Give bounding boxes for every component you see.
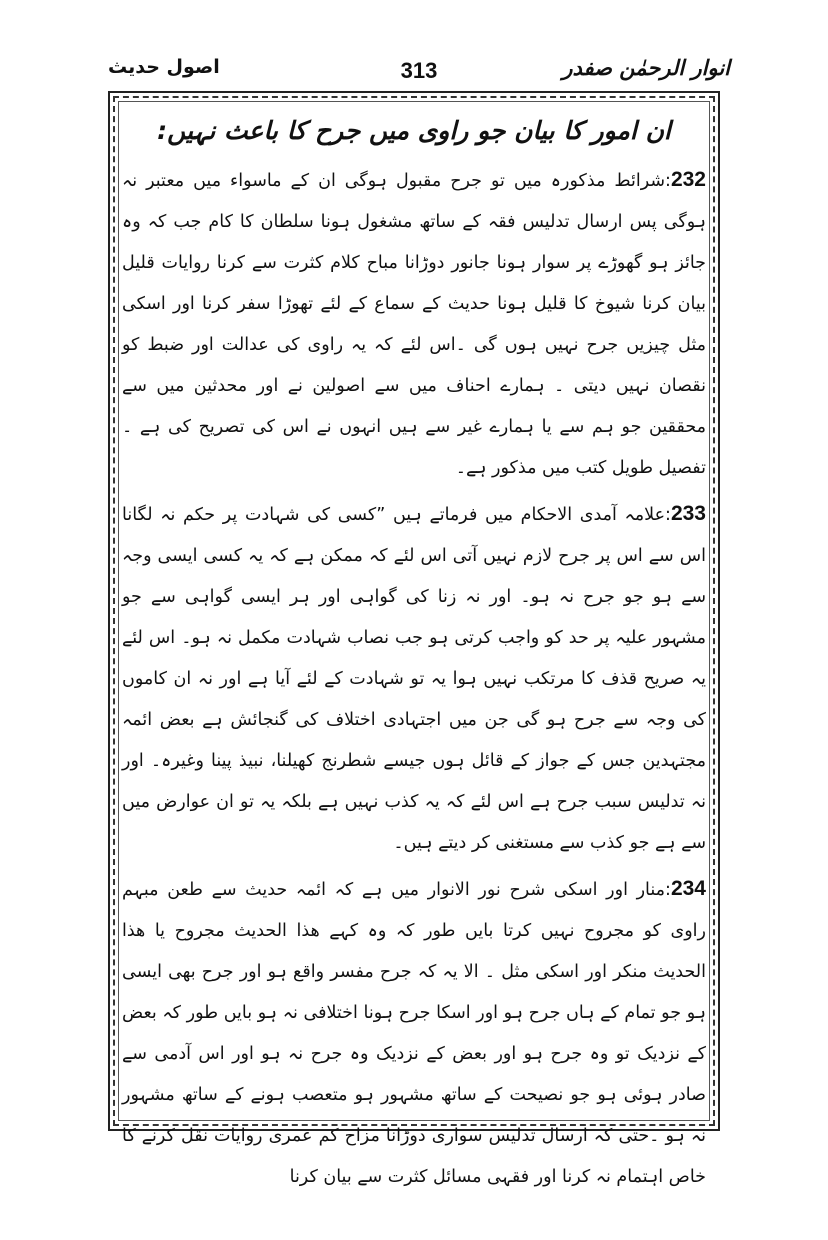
paragraph-text: :علامہ آمدی الاحکام میں فرماتے ہیں ”کسی کی شہادت پر حکم نہ لگانا اس سے اس پر جرح لازم نہیں آتی اس لئے کہ ممکن ہے کہ یہ کسی ایسی وجہ سے ہو جو جرح نہ ہو۔ اور نہ زنا کی گواہی اور ہر ایسی گواہی سے جو مشہور علیہ پر حد کو واجب کرتی ہو جب نصاب شہادت مکمل نہ ہو۔ اس لئے یہ صریح قذف کا مرتکب نہیں ہوا یہ تو شہادت کے لئے آیا ہے اور نہ ان کاموں کی وجہ سے جرح ہو گی جن میں اجتہادی اختلاف کی گنجائش ہے بعض ائمہ مجتہدین جس کے جواز کے قائل ہوں جیسے شطرنج کھیلنا، نبیذ پینا وغیرہ۔ اور نہ تدلیس سبب جرح ہے اس لئے کہ یہ کذب نہیں ہے بلکہ یہ تو ان عوارض میں سے ہے جو کذب سے مستغنی کر دیتے ہیں۔ [122,505,706,853]
paragraph-number: 234 [670,877,706,900]
paragraph-number: 233 [670,502,706,525]
paragraph-text: :شرائط مذکورہ میں تو جرح مقبول ہوگی ان کے ماسواء میں معتبر نہ ہوگی پس ارسال تدلیس فقہ کے ساتھ مشغول ہونا سلطان کا کام جب کہ وہ جائز ہو گھوڑے پر سوار ہونا جانور دوڑانا مباح کلام کثرت سے کرنا روایات قلیل بیان کرنا شیوخ کا قلیل ہونا حدیث کے سماع کے لئے تھوڑا سفر کرنا اور اسکی مثل چیزیں جرح نہیں ہوں گی ۔اس لئے کہ یہ راوی کی عدالت اور ضبط کو نقصان نہیں دیتی ۔ ہمارے احناف میں سے اصولین نے اور محدثین میں سے محققین جو ہم سے یا ہمارے غیر سے ہیں انہوں نے اس کی تصریح کی ہے ۔ تفصیل طویل کتب میں مذکور ہے۔ [122,171,706,478]
paragraph-233 [122,493,706,864]
page-header [108,52,730,92]
paragraph-234 [122,868,706,1198]
section-heading: ان امور کا بیان جو راوی میں جرح کا باعث نہیں: [157,116,671,145]
page-body [122,110,706,1202]
section-title: اصول حدیث [108,56,220,78]
page-number: 313 [400,58,438,83]
paragraph-text: :منار اور اسکی شرح نور الانوار میں ہے کہ ائمہ حدیث سے طعن مبہم راوی کو مجروح نہیں کرتا بایں طور کہ وہ کہے ھذا الحدیث مجروح یا ھذا الحدیث منکر اور اسکی مثل ۔ الا یہ کہ جرح مفسر واقع ہو اور جرح بھی ایسی ہو جو تمام کے ہاں جرح ہو اور اسکا جرح ہونا اختلافی نہ ہو بایں طور کہ بعض کے نزدیک تو وہ جرح ہو اور بعض کے نزدیک وہ جرح نہ ہو اور اس آدمی سے صادر ہوئی ہو جو نصیحت کے ساتھ مشہور ہو متعصب ہونے کے ساتھ مشہور نہ ہو ۔حتی کہ ارسال تدلیس سواری دوڑانا مزاح کم عمری روایات نقل کرنے کا خاص اہتمام نہ کرنا اور فقہی مسائل کثرت سے بیان کرنا [122,880,706,1187]
paragraph-number: 232 [670,168,706,191]
book-title: انوار الرحمٰن صفدر [562,56,730,80]
paragraph-232 [122,159,706,489]
